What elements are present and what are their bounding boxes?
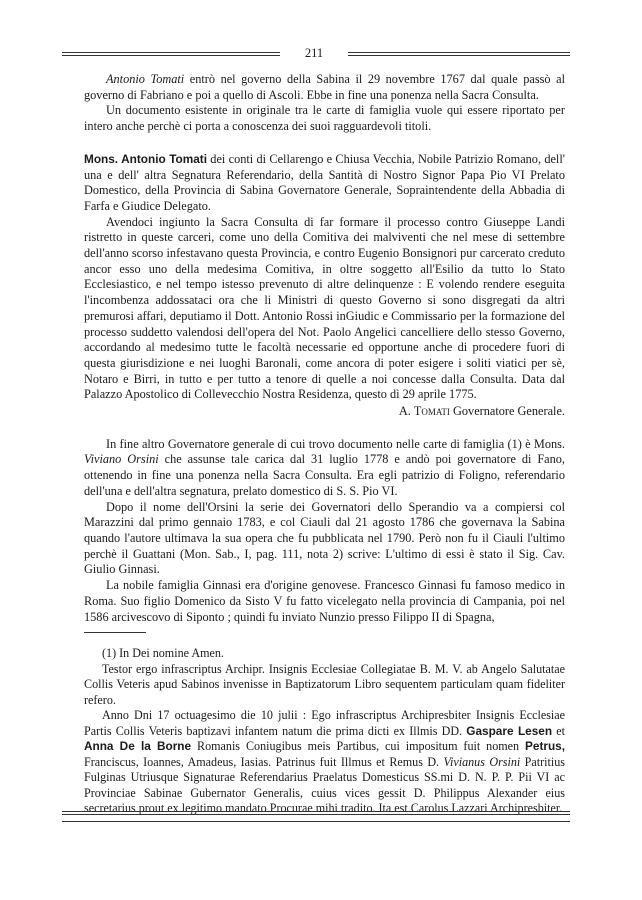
document-signature: A. Tomati Governatore Generale.	[398, 404, 565, 419]
paragraph-document-intro: Un documento esistente in originale tra le carte di famiglia vuole qui essere riportato per intero anche perchè ci porta a conoscenza dei suoi ragguardevoli titoli.	[84, 103, 565, 134]
header-rule-right	[348, 52, 570, 56]
name-vivianus-orsini: Vivianus Orsini	[443, 754, 521, 769]
document-body: Avendoci ingiunto la Sacra Consulta di far formare il processo contro Giuseppe Landi ristretto in queste carceri, come uno della Comitiva dei malviventi che nel mese di settembre dell'anno scorso infestavano questa Provincia, e contro Eugenio Bonsignori pur carcerato creduto ancor esso uno della medesima Comitiva, in oltre soggetto all'Esilio da tutto lo Stato Ecclesiastico, e nel tempo istesso prevenuto di altre delinquenze : E volendo rendere eseguita l'incombenza addossataci ora che li Ministri di questo Governo si sono disgregati da altri premurosi affari, deputiamo il Dott. Antonio Rossi inGiudic e Commissario per la formazione del processo suddetto valendosi dell'opera del Not. Paolo Angelici cancelliere dello stesso Governo, accordando al medesimo tutte le facoltà necessarie ed opportune anche di procedere fuori di questa giurisdizione e nei luoghi Baronali, come ancora di poter esigere i soliti viatici per sè, Notaro e Birri, in tutto e per tutto a tenore di quelle a noi concesse dalla Consulta. Data dal Palazzo Apostolico di Collevecchio Nostra Residenza, questo dì 29 aprile 1775.	[84, 214, 565, 402]
paragraph-governors-series: Dopo il nome dell'Orsini la serie dei Governatori dello Sperandio va a compiersi col Marazzini dal primo gennaio 1783, e col Ciauli dal 21 agosto 1786 che governava la Sabina quando l'autore ultimava la sua opera che fu pubblicata nel 1790. Però non fu il Ciauli l'ultimo perchè il Guattani (Mon. Sab., I, pag. 111, nota 2) scrive: L'ultimo di essi è stato il Sig. Cav. Giulio Ginnasi.	[84, 499, 565, 577]
header-rule-left	[62, 52, 280, 56]
paragraph-text: entrò nel governo della Sabina il 29 novembre 1767 dal quale passò al governo di Fabriano e poi a quello di Ascoli. Ebbe in fine una ponenza nella Sacra Consulta.	[84, 72, 566, 102]
name-gaspare-lesen: Gaspare Lesen	[466, 723, 553, 738]
footnote	[84, 646, 565, 817]
signature-surname: Tomati	[413, 404, 450, 419]
name-anna-de-la-borne: Anna De la Borne	[84, 739, 192, 753]
document-title	[84, 152, 565, 215]
paragraph-orsini: In fine altro Governatore generale di cui trovo documento nelle carte di famiglia (1) è Mons. Viviano Orsini che assunse tale carica dal 31 luglio 1778 e andò poi governatore di Fano, ottenendo in fine una ponenza nella Sacra Consulta. Era egli patrizio di Foligno, referendario dell'una e dell'altra segnatura, prelato domestico di S. S. Pio VI.	[84, 436, 566, 498]
footnote-paragraph-1: Testor ergo infrascriptus Archipr. Insignis Ecclesiae Collegiatae B. M. V. ab Angelo Salutatae Collis Veteris apud Sabinos invenisse in Baptizatorum Libro sequentem particulam quam fideliter refero.	[84, 661, 565, 707]
document-title-name: Mons. Antonio Tomati	[84, 151, 207, 166]
paragraph-tomati-career	[84, 72, 565, 103]
document-title-text: dei conti di Cellarengo e Chiusa Vecchia, Nobile Patrizio Romano, dell' una e dell' altra Segnatura Referendario, della Santità di Nostro Signor Papa Pio VI Prelato Domestico, della Provincia di Sabina Governatore Generale, Sopraintendente della Abbadia di Farfa e Giudice Delegato.	[84, 151, 565, 213]
page-number: 211	[304, 46, 324, 60]
footer-double-rule	[62, 811, 570, 815]
footnote-heading: (1) In Dei nomine Amen.	[102, 646, 224, 660]
footnote-separator	[84, 632, 146, 633]
footer-single-rule	[62, 821, 570, 822]
name-petrus: Petrus,	[525, 739, 566, 753]
name-antonio-tomati: Antonio Tomati	[106, 72, 185, 86]
main-text	[84, 72, 565, 625]
page-header	[62, 44, 570, 62]
page-footer-rules	[62, 811, 570, 822]
paragraph-ginnasi: La nobile famiglia Ginnasi era d'origine genovese. Francesco Ginnasi fu famoso medico in Roma. Suo figlio Domenico da Sisto V fu fatto vicelegato nella provincia di Campania, poi nel 1586 arcivescovo di Siponto ; quindi fu inviato Nunzio presso Filippo II di Spagna,	[84, 578, 565, 624]
name-viviano-orsini: Viviano Orsini	[84, 452, 159, 467]
footnote-paragraph-2: Anno Dni 17 octuagesimo die 10 julii : Ego infrascriptus Archipresbiter Insignis Ecclesiae Partis Collis Veteris baptizavi infantem natum die prima dicti ex Illmis DD. Gaspare Lesen et Anna De la Borne Romanis Coniugibus meis Partibus, cui impositum fuit nomen Petrus, Franciscus, Ioannes, Amadeus, Iasias. Patrinus fuit Illmus et Remus D. Vivianus Orsini Patritius Fulginas Utriusque Signaturae Referendarius Praelatus Domesticus SS.mi D. N. P. P. Pii VI ac Provinciae Sabinae Gubernator Generalis, cuius vices gessit D. Philippus Alexander eius secretarius prout ex legitimo mandato Procurae mihi tradito. Ita est Carolus Lazzari Archipresbiter.	[84, 708, 566, 815]
